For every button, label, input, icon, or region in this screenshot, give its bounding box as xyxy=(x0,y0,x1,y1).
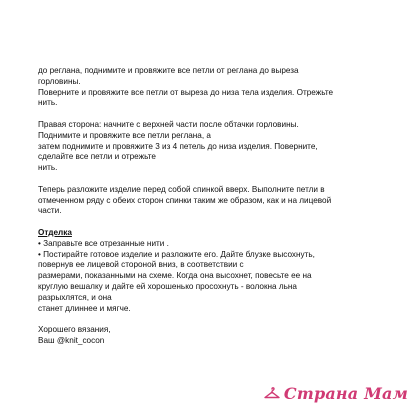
text-line: Поднимите и провяжите все петли реглана, а xyxy=(38,130,211,140)
text-line: Ваш @knit_cocon xyxy=(38,335,105,345)
text-line: станет длиннее и мягче. xyxy=(38,303,131,313)
text-line: Поверните и провяжите все петли от выреза до низа тела изделия. Отрежьте xyxy=(38,87,334,97)
text-line: круглую вешалку и дайте ей хорошенько просохнуть - волокна льна xyxy=(38,281,297,291)
paragraph-gap xyxy=(38,314,388,325)
site-watermark xyxy=(263,384,408,403)
text-line: сделайте все петли и отрежьте xyxy=(38,152,156,162)
text-line: Теперь разложите изделие перед собой спинкой вверх. Выполните петли в xyxy=(38,184,325,194)
text-line: • Постирайте готовое изделие и разложите его. Дайте блузке высохнуть, xyxy=(38,249,315,259)
section-heading: Отделка xyxy=(38,227,72,237)
text-line: затем поднимите и провяжите 3 из 4 петель до низа изделия. Поверните, xyxy=(38,141,318,151)
text-line: Хорошего вязания, xyxy=(38,325,111,335)
text-line: до реглана, поднимите и провяжите все петли от реглана до выреза xyxy=(38,66,299,75)
paragraph-gap xyxy=(38,109,388,120)
text-line: нить. xyxy=(38,98,58,108)
document-body xyxy=(38,66,388,347)
text-line: отмеченном ряду с обеих сторон спинки таким же образом, как и на лицевой xyxy=(38,195,332,205)
paragraph-gap xyxy=(38,217,388,228)
text-line: Правая сторона: начните с верхней части после обтачки горловины. xyxy=(38,119,299,129)
text-line: нить. xyxy=(38,163,58,173)
text-line: повернув ее лицевой стороной вниз, в соответствии с xyxy=(38,260,244,270)
text-line: • Заправьте все отрезанные нити . xyxy=(38,238,169,248)
text-line: горловины. xyxy=(38,76,81,86)
hanger-icon xyxy=(263,385,281,403)
watermark-text: Страна Мам xyxy=(283,384,408,403)
text-line: разрыхлятся, и она xyxy=(38,292,112,302)
text-line: размерами, показанными на схеме. Когда она высохнет, повесьте ее на xyxy=(38,271,312,281)
paragraph-gap xyxy=(38,174,388,185)
text-line: части. xyxy=(38,206,62,216)
